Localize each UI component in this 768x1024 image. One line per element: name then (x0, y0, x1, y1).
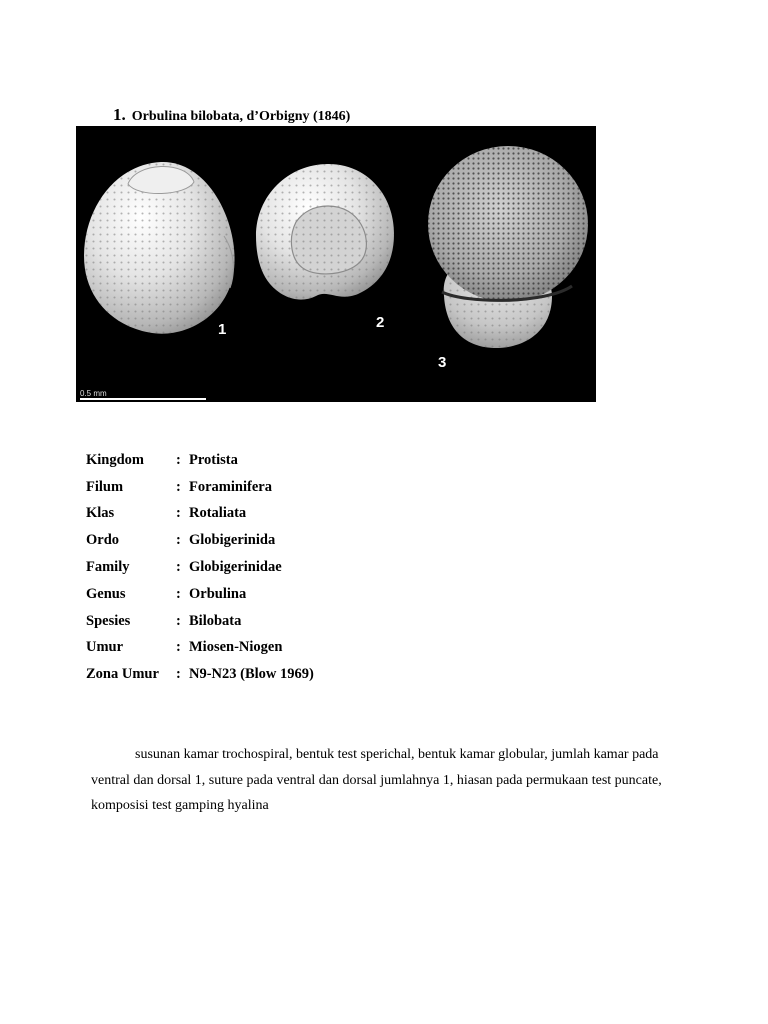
classification-value: Foraminifera (189, 478, 272, 495)
classification-separator: : (176, 639, 181, 656)
classification-value: Miosen-Niogen (189, 639, 283, 656)
classification-row-umur (86, 635, 314, 662)
heading-title: Orbulina bilobata, d’Orbigny (1846) (131, 109, 351, 124)
classification-separator: : (176, 451, 181, 468)
classification-row-zona-umur (86, 661, 314, 688)
classification-row-kingdom (86, 447, 314, 474)
classification-separator: : (176, 559, 181, 576)
classification-key: Filum (86, 478, 124, 495)
classification-row-klas (86, 501, 314, 528)
scale-label: 0.5 mm (80, 389, 107, 398)
classification-separator: : (176, 505, 181, 522)
classification-value: Protista (189, 451, 238, 468)
classification-key: Klas (86, 505, 115, 522)
classification-key: Umur (86, 639, 124, 656)
classification-key: Genus (86, 585, 126, 602)
classification-row-ordo (86, 527, 314, 554)
section-heading (113, 105, 350, 125)
specimen-2-illustration (256, 164, 394, 300)
heading-number: 1. (113, 105, 126, 124)
classification-value: Globigerinidae (189, 559, 282, 576)
classification-table (86, 447, 314, 688)
classification-separator: : (176, 478, 181, 495)
classification-row-genus (86, 581, 314, 608)
specimen-3-illustration (428, 146, 588, 348)
classification-key: Kingdom (86, 451, 145, 468)
description-paragraph: susunan kamar trochospiral, bentuk test sperichal, bentuk kamar globular, jumlah kamar pada ventral dan dorsal 1, suture pada ventral dan dorsal jumlahnya 1, hiasan pada permukaan test puncate, komposisi test gamping hyalina (91, 747, 662, 813)
figure-label-2: 2 (376, 314, 385, 331)
classification-value: Orbulina (189, 585, 247, 602)
classification-separator: : (176, 666, 181, 683)
classification-key: Family (86, 559, 130, 576)
figure-label-3: 3 (438, 354, 447, 371)
scale-bar (80, 398, 206, 400)
classification-key: Zona Umur (86, 666, 159, 683)
specimen-1-illustration (84, 162, 235, 334)
classification-key: Ordo (86, 532, 120, 549)
classification-row-filum (86, 474, 314, 501)
classification-value: Rotaliata (189, 505, 247, 522)
classification-separator: : (176, 585, 181, 602)
classification-separator: : (176, 612, 181, 629)
classification-value: N9-N23 (Blow 1969) (189, 666, 314, 683)
classification-value: Globigerinida (189, 532, 276, 549)
classification-row-family (86, 554, 314, 581)
classification-key: Spesies (86, 612, 131, 629)
classification-value: Bilobata (189, 612, 242, 629)
figure-label-1: 1 (218, 321, 227, 338)
classification-row-spesies (86, 608, 314, 635)
specimen-figure-svg (76, 126, 596, 402)
specimen-figure (76, 126, 596, 402)
classification-separator: : (176, 532, 181, 549)
